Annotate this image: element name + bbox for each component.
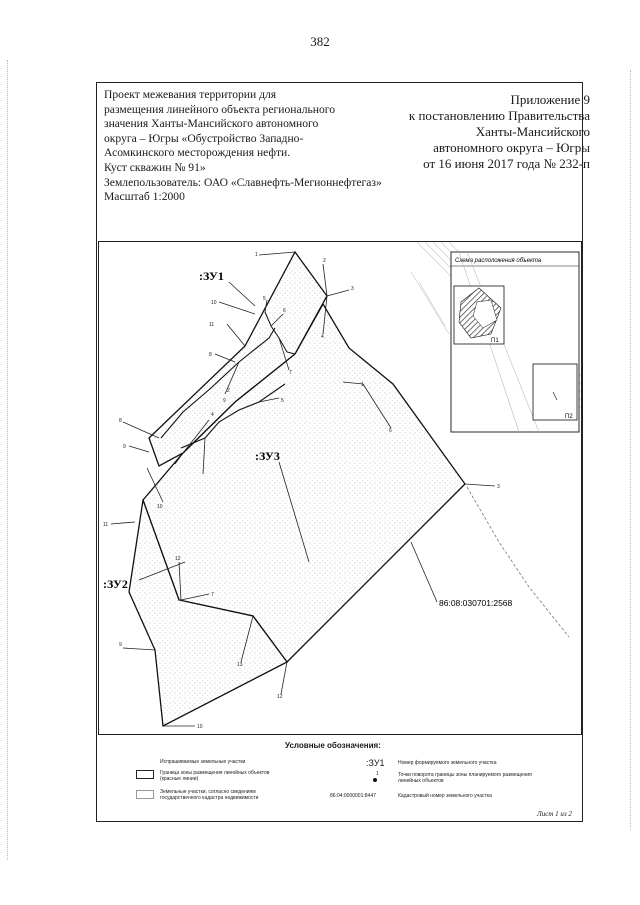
point-number: 10 — [197, 724, 203, 730]
point-number: 6 — [389, 428, 392, 434]
legend-registered-swatch — [136, 790, 154, 799]
legend-point-symbol: 1 — [376, 771, 379, 777]
point-number: 2 — [323, 258, 326, 264]
point-number: 10 — [157, 504, 163, 510]
point-number: 6 — [283, 308, 286, 314]
land-user-line: Землепользователь: ОАО «Славнефть-Мегионнефтегаз» — [104, 175, 382, 189]
title-line: Асомкинского месторождения нефти. — [104, 146, 291, 160]
appendix-line: от 16 июня 2017 года № 232-п — [423, 156, 590, 171]
point-number: 2 — [227, 388, 230, 394]
legend-title: Условные обозначения: — [285, 741, 381, 750]
point-number: 11 — [209, 322, 215, 328]
plot-label-zu2: :ЗУ2 — [103, 577, 128, 591]
legend-point-dot — [373, 778, 377, 782]
point-number: 1 — [361, 382, 364, 388]
legend-registered-text: Земельные участки, согласно сведениям государственного кадастра недвижимости — [160, 789, 259, 801]
inset-label-p1: П1 — [491, 338, 499, 344]
point-number: 13 — [237, 662, 243, 668]
point-number: 10 — [211, 300, 217, 306]
plot-label-zu3: :ЗУ3 — [255, 449, 280, 463]
legend-header: Испрашиваемые земельные участки — [160, 759, 246, 765]
point-number: 11 — [103, 522, 109, 528]
point-number: 8 — [119, 418, 122, 424]
sheet-number: Лист 1 из 2 — [537, 810, 572, 818]
title-line: Проект межевания территории для — [104, 88, 277, 101]
project-title-block — [104, 88, 382, 205]
point-number: 12 — [175, 556, 181, 562]
inset-label-p2: П2 — [565, 414, 573, 420]
point-number: 9 — [119, 642, 122, 648]
legend-boundary-text: Граница зоны размещения линейных объектов (красные линии) — [160, 770, 270, 782]
appendix-line: Ханты-Мансийского — [475, 124, 590, 139]
point-number: 7 — [289, 370, 292, 376]
point-number: 9 — [223, 398, 226, 404]
left-margin-dots — [7, 60, 9, 860]
point-number: 4 — [211, 412, 214, 418]
cadastral-number-label: 86:08:030701:2568 — [439, 598, 513, 608]
location-inset — [451, 252, 579, 432]
title-line: значения Ханты-Мансийского автономного — [104, 117, 319, 131]
inset-sheet-2 — [533, 364, 577, 420]
cadastral-boundary — [467, 487, 569, 637]
point-number: 1 — [255, 252, 258, 258]
scale-line: Масштаб 1:2000 — [104, 190, 185, 204]
right-margin-dots — [630, 70, 632, 830]
map-area — [98, 241, 582, 735]
point-number: 3 — [351, 286, 354, 292]
point-number: 5 — [281, 398, 284, 404]
appendix-header — [360, 92, 590, 172]
legend-point-text: Точки поворота границы зоны планируемого размещения линейных объектов — [398, 772, 532, 784]
point-number: 12 — [277, 694, 283, 700]
legend-plot-text: Номер формируемого земельного участка — [398, 760, 497, 766]
title-line: Куст скважин № 91» — [104, 160, 206, 174]
title-line: округа – Югры «Обустройство Западно- — [104, 131, 304, 145]
point-number: 9 — [123, 444, 126, 450]
appendix-line: Приложение 9 — [510, 92, 590, 107]
inset-title: Схема расположения объекта — [455, 258, 542, 264]
point-number: 7 — [211, 592, 214, 598]
appendix-line: к постановлению Правительства — [408, 108, 590, 123]
point-number: 8 — [209, 352, 212, 358]
appendix-line: автономного округа – Югры — [433, 140, 590, 155]
title-line: размещения линейного объекта регионального — [104, 102, 336, 116]
legend-cadastral-text: Кадастровый номер земельного участка — [398, 793, 492, 799]
point-number: 3 — [497, 484, 500, 490]
point-number: 4 — [321, 334, 324, 340]
plot-label-zu1: :ЗУ1 — [199, 269, 224, 283]
point-number: 5 — [263, 296, 266, 302]
legend-plot-symbol: :ЗУ1 — [366, 758, 385, 768]
page-number: 382 — [310, 34, 330, 49]
legend-cadastral-symbol: 86:04:0000001:8447 — [330, 793, 376, 799]
map-drawing — [99, 242, 582, 735]
legend-boundary-swatch — [136, 770, 154, 779]
